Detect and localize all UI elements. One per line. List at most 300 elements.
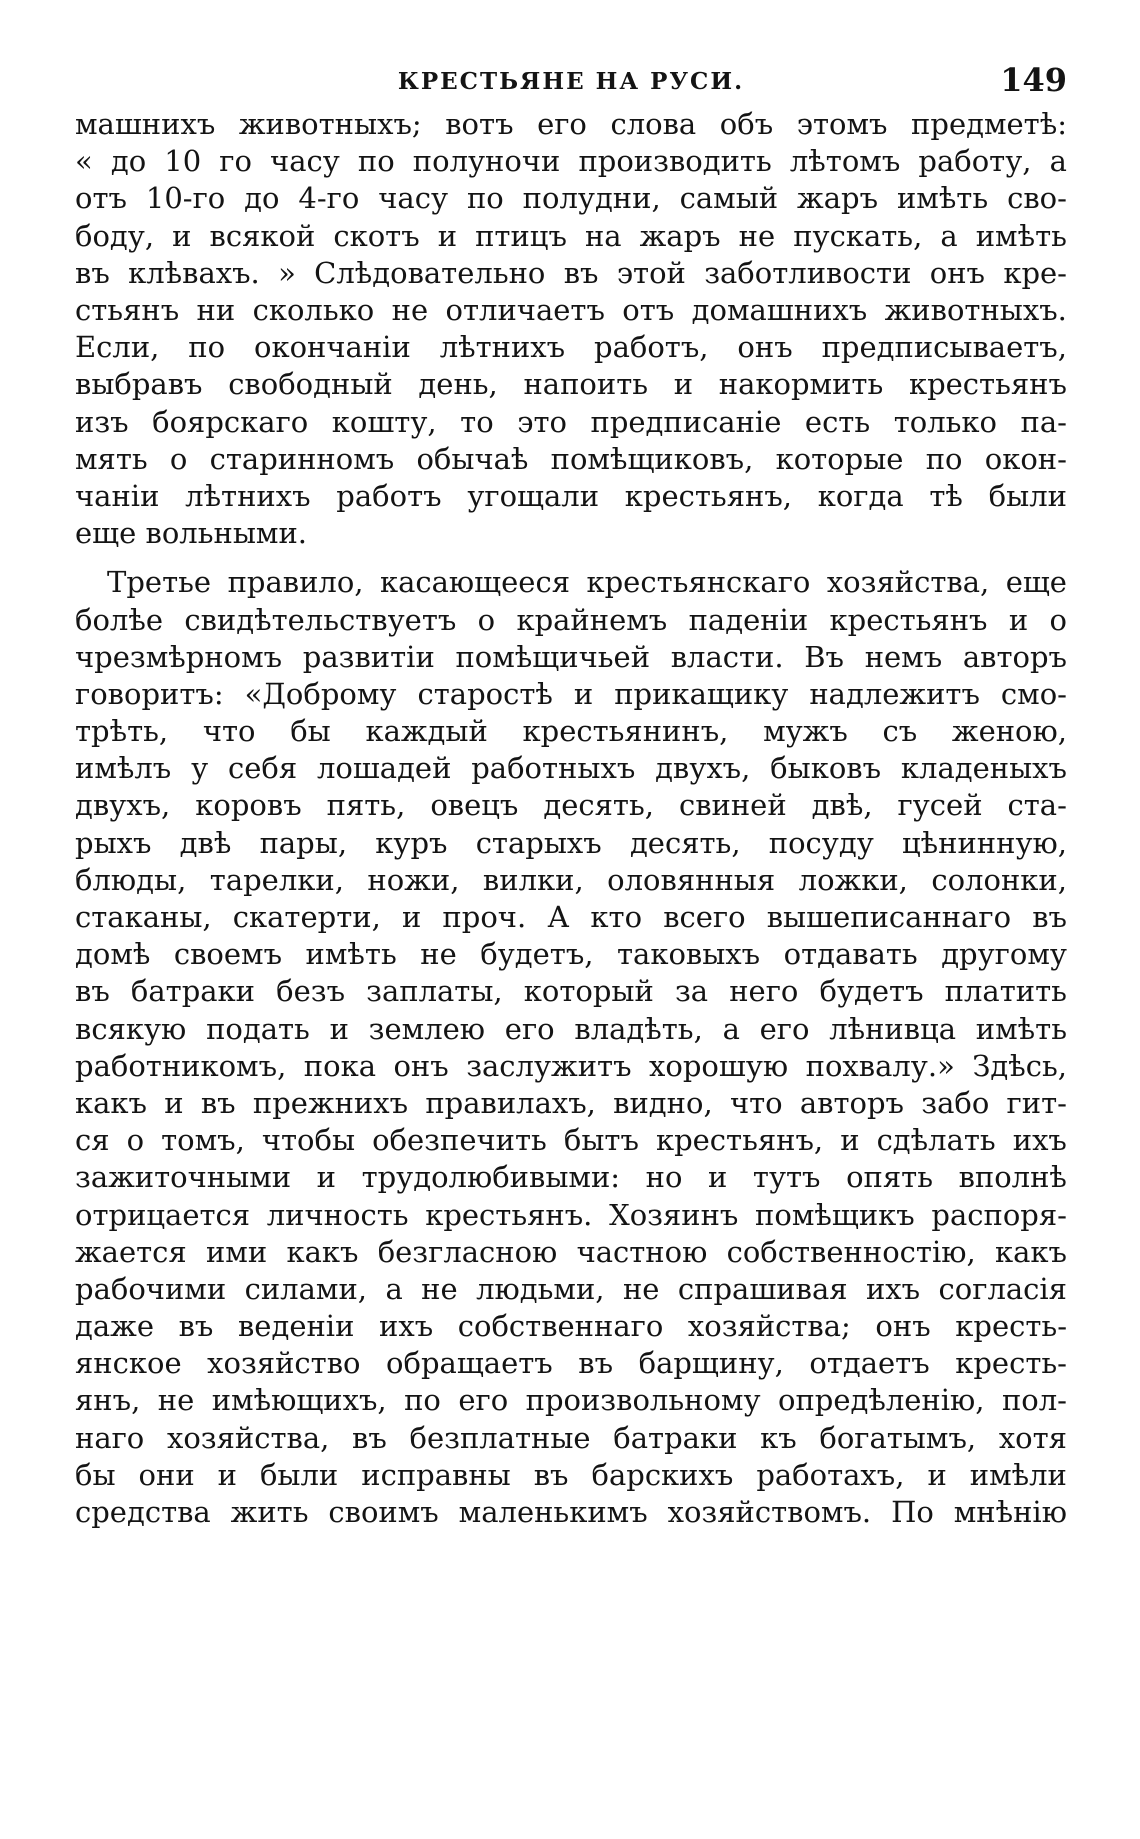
word: ся <box>75 1123 110 1158</box>
word: и <box>573 676 594 711</box>
word: янъ, <box>75 1383 141 1418</box>
word: они <box>138 1457 195 1492</box>
word: который <box>523 974 654 1009</box>
word: частною <box>576 1234 708 1269</box>
word: съ <box>882 714 918 749</box>
word: хозяйства, <box>166 1420 330 1455</box>
word: двухъ, <box>655 751 751 786</box>
word: не <box>622 1271 660 1306</box>
word: мнѣнiю <box>953 1495 1067 1530</box>
word: до <box>110 144 147 179</box>
word: полудни, <box>522 181 661 216</box>
word: гусей <box>897 788 983 823</box>
text-line <box>75 676 1067 713</box>
word: каждый <box>365 714 488 749</box>
page-number: 149 <box>1000 61 1067 99</box>
word: животныхъ; <box>238 107 422 142</box>
word: изъ <box>75 404 129 439</box>
word: ножи, <box>367 862 460 897</box>
text-line <box>75 1382 1067 1419</box>
word: старостѣ <box>417 676 553 711</box>
word: рабочими <box>75 1271 227 1306</box>
word: чтобы <box>261 1123 356 1158</box>
word: го <box>219 144 252 179</box>
word: работъ, <box>594 330 709 365</box>
word: крайнемъ <box>516 602 668 637</box>
text-line <box>75 564 1067 601</box>
word: паденiи <box>688 602 809 637</box>
word: имѣли <box>969 1457 1067 1492</box>
word: кто <box>590 900 643 935</box>
word: боду, <box>75 218 155 253</box>
word: его <box>537 107 587 142</box>
word: гит- <box>1006 1085 1067 1120</box>
word: отъ <box>622 293 675 328</box>
text-line <box>75 1234 1067 1271</box>
text-line <box>75 936 1067 973</box>
word: угощали <box>467 478 600 513</box>
word: немъ <box>864 639 943 674</box>
word: а <box>385 1271 403 1306</box>
word: пока <box>303 1048 376 1083</box>
word: жаръ <box>639 218 721 253</box>
word: Если, <box>75 330 160 365</box>
word: какъ <box>286 1234 359 1269</box>
word: томъ, <box>161 1123 245 1158</box>
word: мужъ <box>763 714 848 749</box>
word: отрицается <box>75 1197 251 1232</box>
word: Здѣсь, <box>972 1048 1067 1083</box>
word: всего <box>663 900 746 935</box>
text-line <box>75 601 1067 638</box>
word: имѣть <box>305 937 397 972</box>
word: въ <box>578 1346 614 1381</box>
word: крестьянъ. <box>425 1197 593 1232</box>
word: не <box>738 218 776 253</box>
word: въ <box>200 1085 236 1120</box>
word: людьми, <box>476 1271 605 1306</box>
word: женою, <box>951 714 1067 749</box>
text-line: еще вольными. <box>75 516 308 551</box>
word: въ <box>75 255 110 290</box>
word: имѣть <box>975 218 1067 253</box>
word: па- <box>1020 404 1067 439</box>
word: отличаетъ <box>445 293 605 328</box>
word: посуду <box>768 825 874 860</box>
word: работахъ, <box>756 1457 905 1492</box>
paragraph-2 <box>75 564 1067 1531</box>
text-line <box>75 106 1067 143</box>
word: самый <box>679 181 779 216</box>
word: По <box>891 1495 934 1530</box>
text-line <box>75 255 1067 292</box>
word: прикащику <box>614 676 789 711</box>
word: личность <box>266 1197 409 1232</box>
text-line <box>75 639 1067 676</box>
word: » <box>278 255 296 290</box>
word: трѣть, <box>75 714 169 749</box>
text-line <box>75 292 1067 329</box>
word: и <box>840 1123 860 1158</box>
word: имѣть <box>896 181 989 216</box>
word: видно, <box>613 1085 713 1120</box>
word: Въ <box>804 639 845 674</box>
word: болѣе <box>75 602 163 637</box>
word: этой <box>616 255 686 290</box>
word: которые <box>775 441 904 476</box>
word: были <box>259 1457 339 1492</box>
word: какъ <box>994 1234 1067 1269</box>
text-line <box>75 1420 1067 1457</box>
word: онъ <box>875 1309 931 1344</box>
word: кладеныхъ <box>900 751 1067 786</box>
word: въ <box>1032 900 1067 935</box>
word: въ <box>75 974 110 1009</box>
word: помѣщикъ <box>755 1197 915 1232</box>
word: распоря- <box>931 1197 1067 1232</box>
word: него <box>729 974 799 1009</box>
word: хорошую <box>649 1048 789 1083</box>
word: правилахъ, <box>425 1085 596 1120</box>
word: къ <box>760 1420 797 1455</box>
word: вполнѣ <box>958 1160 1067 1195</box>
word: А <box>547 900 570 935</box>
word: Слѣдовательно <box>314 255 546 290</box>
word: имѣть <box>975 1011 1067 1046</box>
word: лошадей <box>316 751 452 786</box>
word: и <box>1008 602 1029 637</box>
word: собственностiю, <box>726 1234 976 1269</box>
word: крестьянъ, <box>655 1123 824 1158</box>
word: выбравъ <box>75 367 203 402</box>
word: были <box>988 478 1067 513</box>
word: отъ <box>75 181 127 216</box>
word: авторъ <box>962 639 1067 674</box>
word: и <box>172 218 192 253</box>
word: есть <box>804 404 871 439</box>
word: работъ <box>336 478 442 513</box>
word: хозяйствомъ. <box>667 1495 872 1530</box>
word: и <box>673 367 694 402</box>
word: и <box>217 1457 237 1492</box>
text-line <box>75 1457 1067 1494</box>
word: пары, <box>259 825 348 860</box>
word: лѣтнихъ <box>185 478 311 513</box>
word: другому <box>941 937 1067 972</box>
word: ста- <box>1007 788 1067 823</box>
word: по <box>188 330 226 365</box>
paragraph-1 <box>75 106 1067 552</box>
word: обычаѣ <box>416 441 529 476</box>
word: вилки, <box>482 862 584 897</box>
word: владѣть, <box>574 1011 703 1046</box>
word: подать <box>206 1011 310 1046</box>
word: заботливости <box>704 255 912 290</box>
word: таковыхъ <box>616 937 761 972</box>
word: двухъ, <box>75 788 171 823</box>
word: по <box>404 1383 441 1418</box>
word: двѣ <box>179 825 232 860</box>
word: своемъ <box>173 937 283 972</box>
word: забо <box>921 1085 990 1120</box>
word: боярскаго <box>152 404 309 439</box>
word: и <box>164 1085 184 1120</box>
word: произвольному <box>525 1383 761 1418</box>
word: часу <box>378 181 449 216</box>
word: въ <box>533 1457 569 1492</box>
running-title: КРЕСТЬЯНЕ НА РУСИ. <box>397 68 745 95</box>
text-line <box>75 1196 1067 1233</box>
word: полуночи <box>412 144 561 179</box>
word: еще <box>1005 565 1067 600</box>
word: Хозяинъ <box>609 1197 739 1232</box>
word: помѣщиковъ, <box>550 441 754 476</box>
word: будетъ <box>819 974 924 1009</box>
word: безъ <box>276 974 346 1009</box>
word: предписываетъ, <box>821 330 1067 365</box>
text-line <box>75 825 1067 862</box>
word: ими <box>205 1234 268 1269</box>
text-line <box>75 366 1067 403</box>
text-line <box>75 899 1067 936</box>
word: производить <box>578 144 772 179</box>
word: власти. <box>670 639 784 674</box>
word: десять, <box>629 825 741 860</box>
word: оловянныя <box>607 862 776 897</box>
word: не <box>420 937 457 972</box>
word: тарелки, <box>209 862 344 897</box>
text-line <box>75 1122 1067 1159</box>
word: что <box>202 714 256 749</box>
word: барщину, <box>638 1346 784 1381</box>
word: вотъ <box>445 107 514 142</box>
word: чрезмѣрномъ <box>75 639 283 674</box>
word: хотя <box>998 1420 1067 1455</box>
word: лѣнивца <box>829 1011 957 1046</box>
word: о <box>126 1123 145 1158</box>
word: только <box>893 404 997 439</box>
word: этомъ <box>796 107 888 142</box>
text-line <box>75 1308 1067 1345</box>
word: 10 <box>164 144 202 179</box>
word: и <box>927 1457 947 1492</box>
word: работныхъ <box>471 751 636 786</box>
word: хозяйства; <box>687 1309 851 1344</box>
text-line <box>75 1048 1067 1085</box>
word: стаканы, <box>75 900 212 935</box>
running-header <box>75 62 1067 102</box>
word: старыхъ <box>475 825 602 860</box>
word: крестьянъ, <box>624 478 792 513</box>
word: клѣвахъ. <box>128 255 260 290</box>
word: жаръ <box>797 181 879 216</box>
word: богатымъ, <box>819 1420 977 1455</box>
word: объ <box>719 107 774 142</box>
word: день, <box>418 367 498 402</box>
word: ихъ <box>1012 1123 1067 1158</box>
word: работникомъ, <box>75 1048 287 1083</box>
word: куръ <box>375 825 448 860</box>
word: проч. <box>442 900 527 935</box>
word: до <box>244 181 280 216</box>
word: касающееся <box>379 565 570 600</box>
word: кошту, <box>331 404 437 439</box>
word: средства <box>75 1495 211 1530</box>
word: опредѣленiю, <box>777 1383 985 1418</box>
word: мять <box>75 441 148 476</box>
word: ни <box>196 293 236 328</box>
word: въ <box>563 255 599 290</box>
word: окон- <box>984 441 1067 476</box>
word: сво- <box>1007 181 1067 216</box>
text-line <box>75 862 1067 899</box>
word: а <box>722 1011 740 1046</box>
word: работу, <box>918 144 1032 179</box>
word: свиней <box>678 788 787 823</box>
word: лѣтомъ <box>789 144 901 179</box>
word: скотъ <box>333 218 420 253</box>
word: хозяйство <box>207 1346 361 1381</box>
word: крестьянскаго <box>586 565 811 600</box>
word: солонки, <box>931 862 1067 897</box>
word: и <box>708 1160 728 1195</box>
word: птицъ <box>475 218 567 253</box>
word: быковъ <box>770 751 882 786</box>
text-line <box>75 180 1067 217</box>
word: по <box>925 441 963 476</box>
word: машнихъ <box>75 107 216 142</box>
word: животныхъ. <box>884 293 1067 328</box>
word: какъ <box>75 1085 147 1120</box>
word: предписанiе <box>590 404 782 439</box>
word: но <box>645 1160 683 1195</box>
word: силами, <box>244 1271 367 1306</box>
word: на <box>584 218 622 253</box>
word: собственнаго <box>457 1309 664 1344</box>
word: пускать, <box>793 218 923 253</box>
word: всякую <box>75 1011 187 1046</box>
word: десять, <box>543 788 654 823</box>
word: крестьянъ <box>829 602 988 637</box>
word: пять, <box>326 788 406 823</box>
word: платить <box>944 974 1067 1009</box>
word: а <box>940 218 958 253</box>
text-line <box>75 1271 1067 1308</box>
word: говоритъ: <box>75 676 224 711</box>
word: маленькимъ <box>458 1495 648 1530</box>
word: у <box>191 751 209 786</box>
word: Третье <box>107 565 212 600</box>
word: лѣтнихъ <box>439 330 566 365</box>
text-line <box>75 143 1067 180</box>
word: крестьянинъ, <box>522 714 729 749</box>
word: не <box>157 1383 195 1418</box>
word: « <box>75 144 93 179</box>
word: его <box>504 1011 555 1046</box>
word: обращаетъ <box>386 1346 553 1381</box>
word: его <box>458 1383 509 1418</box>
text-line <box>75 787 1067 824</box>
word: кресть- <box>955 1309 1067 1344</box>
word: землею <box>368 1011 486 1046</box>
word: что <box>729 1085 783 1120</box>
word: его <box>759 1011 810 1046</box>
word: когда <box>817 478 904 513</box>
text-line <box>75 1085 1067 1122</box>
word: по <box>466 181 504 216</box>
word: правило, <box>227 565 364 600</box>
word: бы <box>75 1457 116 1492</box>
word: цѣнинную, <box>902 825 1067 860</box>
text-line <box>75 1345 1067 1382</box>
word: онъ <box>393 1048 449 1083</box>
word: заслужитъ <box>466 1048 632 1083</box>
word: стьянъ <box>75 293 180 328</box>
word: это <box>517 404 567 439</box>
word: заплаты, <box>366 974 503 1009</box>
word: батраки <box>613 1420 738 1455</box>
word: безплатные <box>409 1420 591 1455</box>
word: барскихъ <box>591 1457 734 1492</box>
word: смо- <box>1000 676 1067 711</box>
word: онъ <box>929 255 985 290</box>
word: двѣ, <box>811 788 873 823</box>
word: чанiи <box>75 478 160 513</box>
word: жается <box>75 1234 187 1269</box>
word: вышеписаннаго <box>766 900 1012 935</box>
word: кре- <box>1003 255 1067 290</box>
word: ложки, <box>798 862 908 897</box>
text-line <box>75 1159 1067 1196</box>
word: безгласною <box>377 1234 558 1269</box>
word: крестьянъ <box>908 367 1067 402</box>
word: будетъ, <box>480 937 594 972</box>
word: похвалу.» <box>805 1048 955 1083</box>
word: а <box>1049 144 1067 179</box>
word: скатерти, <box>232 900 381 935</box>
word: слова <box>610 107 697 142</box>
word: накормить <box>718 367 884 402</box>
word: коровъ <box>195 788 302 823</box>
word: о <box>1049 602 1067 637</box>
word: наго <box>75 1420 145 1455</box>
word: всякой <box>209 218 316 253</box>
word: ихъ <box>865 1271 921 1306</box>
word: домашнихъ <box>691 293 868 328</box>
body-text <box>75 106 1067 1531</box>
word: домѣ <box>75 937 151 972</box>
word: рыхъ <box>75 825 152 860</box>
text-line <box>75 1011 1067 1048</box>
word: янское <box>75 1346 182 1381</box>
word: не <box>391 293 429 328</box>
word: хозяйства, <box>826 565 990 600</box>
word: 10-го <box>145 181 226 216</box>
word: блюды, <box>75 862 187 897</box>
word: тѣ <box>929 478 963 513</box>
text-line <box>75 404 1067 441</box>
word: авторъ <box>799 1085 905 1120</box>
text-line <box>75 973 1067 1010</box>
word: исправны <box>361 1457 511 1492</box>
word: предметѣ: <box>911 107 1067 142</box>
word: въ <box>352 1420 387 1455</box>
word: о <box>169 441 188 476</box>
text-line <box>75 1494 1067 1531</box>
word: трудолюбивыми: <box>361 1160 621 1195</box>
word: и <box>316 1160 336 1195</box>
word: и <box>329 1011 349 1046</box>
